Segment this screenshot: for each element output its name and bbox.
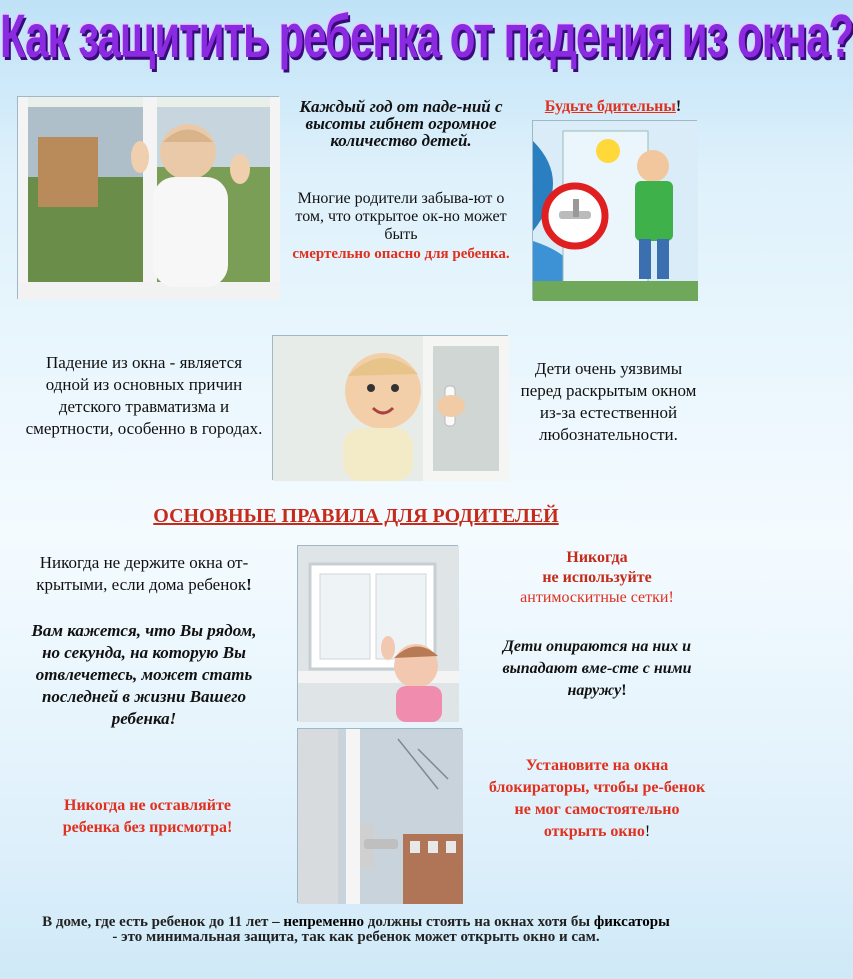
rule-keep-closed-mark: ! xyxy=(246,575,252,594)
rule-no-mosquito-nets xyxy=(486,548,708,608)
window-lock-illustration xyxy=(298,729,463,904)
rule-second-warning-mark: ! xyxy=(169,709,177,728)
footer-d: фиксаторы xyxy=(593,914,670,930)
rule-install-blockers xyxy=(486,755,708,843)
rules-heading: ОСНОВНЫЕ ПРАВИЛА ДЛЯ РОДИТЕЛЕЙ xyxy=(153,505,559,527)
intro-statistic: Каждый год от паде-ний с высоты гибнет огромное количество детей. xyxy=(299,97,503,150)
rule-keep-closed xyxy=(22,552,266,596)
boy-opening-window-illustration xyxy=(533,121,698,301)
photo-baby-window-handle xyxy=(272,335,508,480)
footer-c: должны стоять на окнах хотя бы xyxy=(363,914,594,930)
vulnerable-text: Дети очень уязвимы перед раскрытым окном из-за естественной любознательности. xyxy=(520,359,697,444)
vigilant-heading xyxy=(528,98,698,116)
footer-e: - это минимальная защита, так как ребенок может открыть окно и сам. xyxy=(112,929,600,945)
rule-never-unattended: Никогда не оставляйте ребенка без присмотра! xyxy=(62,797,233,836)
photo-open-window-baby xyxy=(297,545,458,721)
rule-second-warning xyxy=(22,620,266,730)
fall-cause-text: Падение из окна - является одной из основных причин детского травматизма и смертности, особенно в городах. xyxy=(25,353,263,438)
rule-no-mosquito-line3-wrap xyxy=(486,588,708,608)
footer-a: В доме, где есть ребенок до 11 лет – xyxy=(42,914,284,930)
rule-children-lean xyxy=(486,636,708,702)
intro-deadly-danger: смертельно опасно для ребенка. xyxy=(292,246,510,262)
rule-install-blockers-mark: ! xyxy=(644,823,651,840)
page-title: Как защитить ребенка от падения из окна? xyxy=(0,2,853,71)
rule-install-blockers-text: Установите на окна блокираторы, чтобы ре-бенок не мог самостоятельно открыть окно xyxy=(488,757,706,840)
footer-note xyxy=(40,915,672,945)
rule-no-mosquito-line3: антимоскитные сетки xyxy=(520,589,669,606)
rule-children-lean-text: Дети опираются на них и выпадают вме-сте с ними наружу xyxy=(502,638,692,699)
photo-vigilant-illustration xyxy=(532,120,697,300)
vigilant-label: Будьте бдительны xyxy=(544,98,676,115)
photo-window-lock xyxy=(297,728,462,903)
photo-toddler-at-window xyxy=(17,96,279,299)
open-window-baby-illustration xyxy=(298,546,459,722)
intro-parents-forget: Многие родители забыва-ют о том, что открытое ок-но может быть xyxy=(295,190,507,243)
rule-no-mosquito-line2: не используйте xyxy=(542,569,652,586)
toddler-window-illustration xyxy=(18,97,280,300)
baby-handle-illustration xyxy=(273,336,509,481)
vigilant-mark: ! xyxy=(675,98,682,115)
rule-second-warning-text: Вам кажется, что Вы рядом, но секунда, на которую Вы отвлечетесь, может стать последней в жизни Вашего ребенка xyxy=(31,621,257,728)
rule-children-lean-mark: ! xyxy=(621,682,627,699)
rule-keep-closed-text: Никогда не держите окна от-крытыми, если дома ребенок xyxy=(36,553,249,594)
rule-no-mosquito-mark: ! xyxy=(668,589,674,606)
footer-b: непременно xyxy=(283,914,364,930)
rule-no-mosquito-line1: Никогда xyxy=(566,549,628,566)
